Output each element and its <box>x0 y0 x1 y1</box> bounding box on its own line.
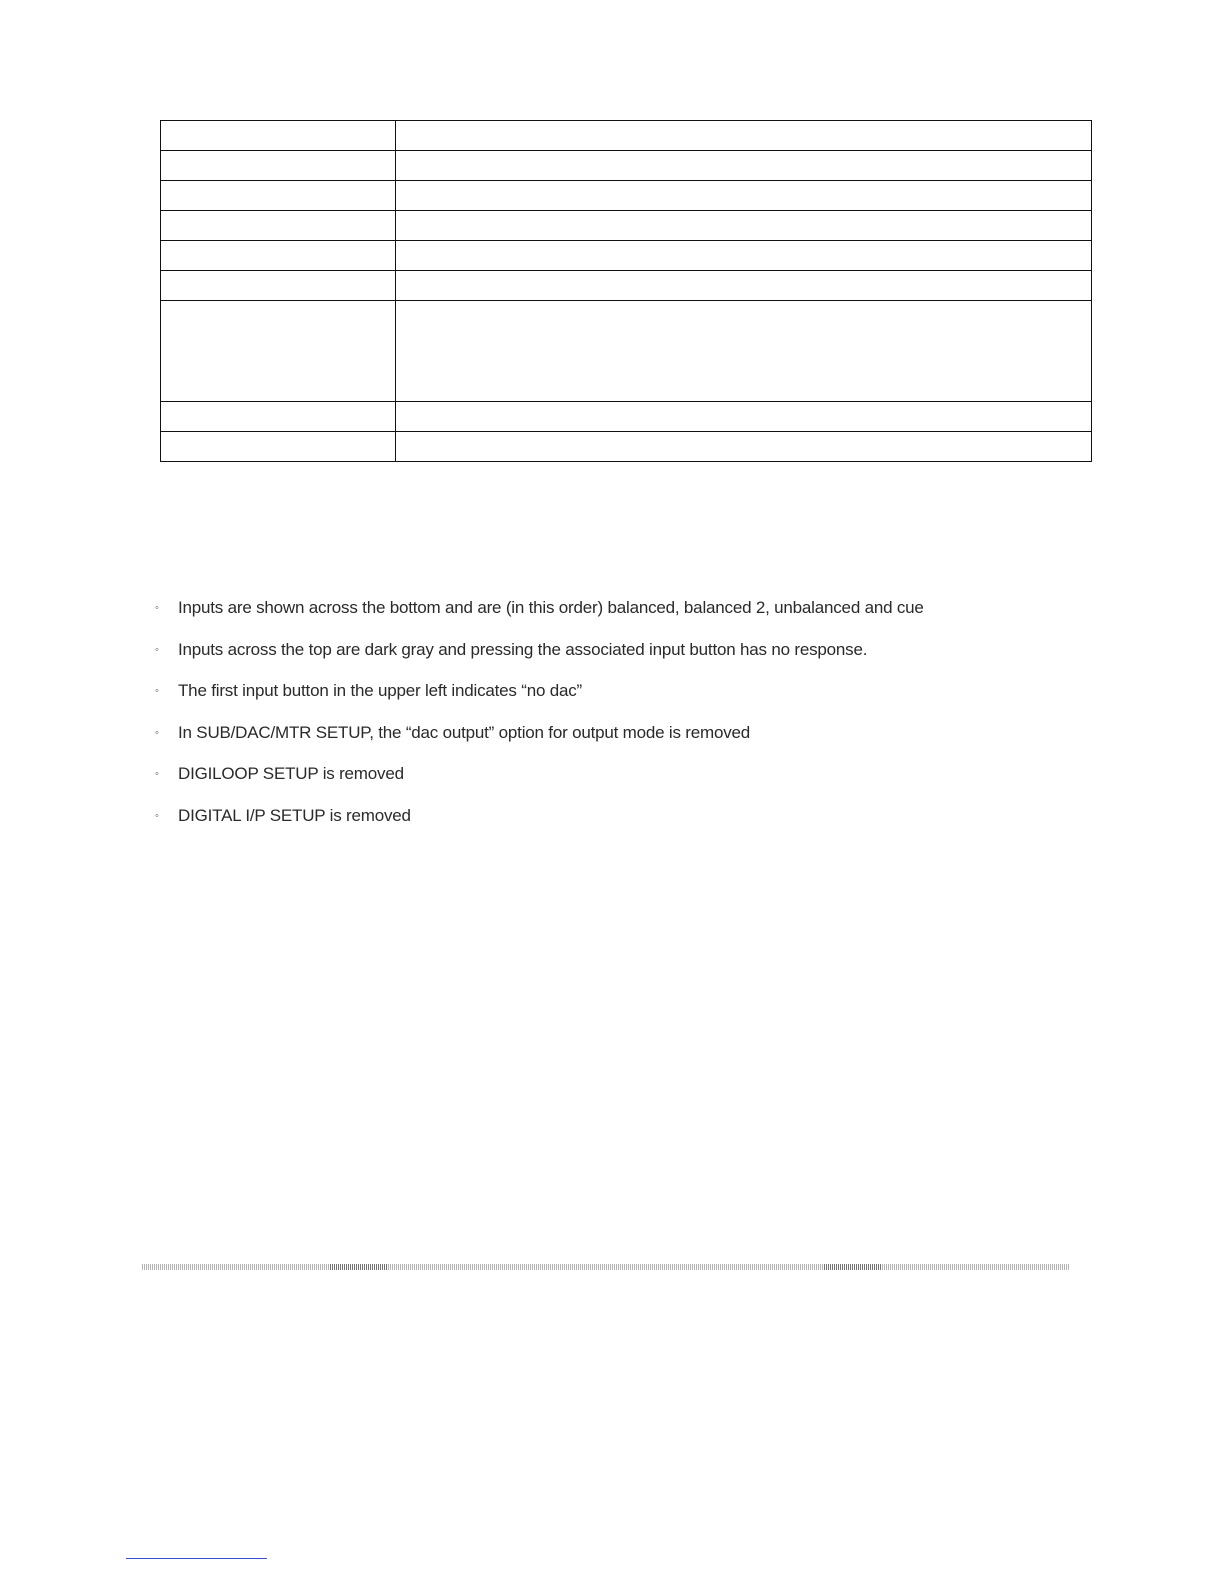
list-item-text: Inputs are shown across the bottom and are (in this order) balanced, balanced 2, unbalanced and cue <box>178 598 924 617</box>
bullet-icon: ◦ <box>155 768 159 780</box>
bullet-icon: ◦ <box>155 602 159 614</box>
table-row <box>161 432 1092 462</box>
table-row <box>161 301 1092 402</box>
list-item <box>155 636 924 678</box>
table-row <box>161 181 1092 211</box>
table-cell-label <box>161 121 396 151</box>
footer-divider-accent <box>824 1264 882 1270</box>
table-cell-label <box>161 301 396 402</box>
list-item-text: The first input button in the upper left indicates “no dac” <box>178 681 582 700</box>
bullet-icon: ◦ <box>155 643 159 656</box>
table-cell-value <box>396 301 1092 402</box>
table-cell-label <box>161 402 396 432</box>
notes-list <box>155 594 924 843</box>
list-item <box>155 760 924 802</box>
table-cell-label <box>161 271 396 301</box>
footer-divider-accent <box>330 1264 388 1270</box>
table-cell-value <box>396 432 1092 462</box>
table-row <box>161 151 1092 181</box>
table-cell-value <box>396 271 1092 301</box>
bullet-icon: ◦ <box>155 809 159 822</box>
table-cell-label <box>161 432 396 462</box>
table-cell-value <box>396 241 1092 271</box>
table-cell-value <box>396 211 1092 241</box>
list-item <box>155 594 924 636</box>
table-cell-label <box>161 181 396 211</box>
list-item-text: DIGILOOP SETUP is removed <box>178 764 404 783</box>
table-row <box>161 402 1092 432</box>
table-cell-label <box>161 211 396 241</box>
list-item-text: DIGITAL I/P SETUP is removed <box>178 805 411 825</box>
table-row <box>161 121 1092 151</box>
table-row <box>161 241 1092 271</box>
table-cell-value <box>396 402 1092 432</box>
table-row <box>161 271 1092 301</box>
table-cell-label <box>161 241 396 271</box>
bullet-icon: ◦ <box>155 726 159 739</box>
list-item <box>155 719 924 761</box>
table-cell-value <box>396 151 1092 181</box>
footer-link-underline[interactable] <box>126 1558 267 1559</box>
table-cell-value <box>396 181 1092 211</box>
list-item-text: In SUB/DAC/MTR SETUP, the “dac output” option for output mode is removed <box>178 722 751 742</box>
bullet-icon: ◦ <box>155 685 159 697</box>
list-item <box>155 802 924 844</box>
table-cell-label <box>161 151 396 181</box>
table-cell-value <box>396 121 1092 151</box>
footer-divider <box>142 1264 1070 1270</box>
list-item <box>155 677 924 719</box>
spec-table <box>160 120 1092 462</box>
table-row <box>161 211 1092 241</box>
list-item-text: Inputs across the top are dark gray and pressing the associated input button has no response. <box>178 639 868 659</box>
